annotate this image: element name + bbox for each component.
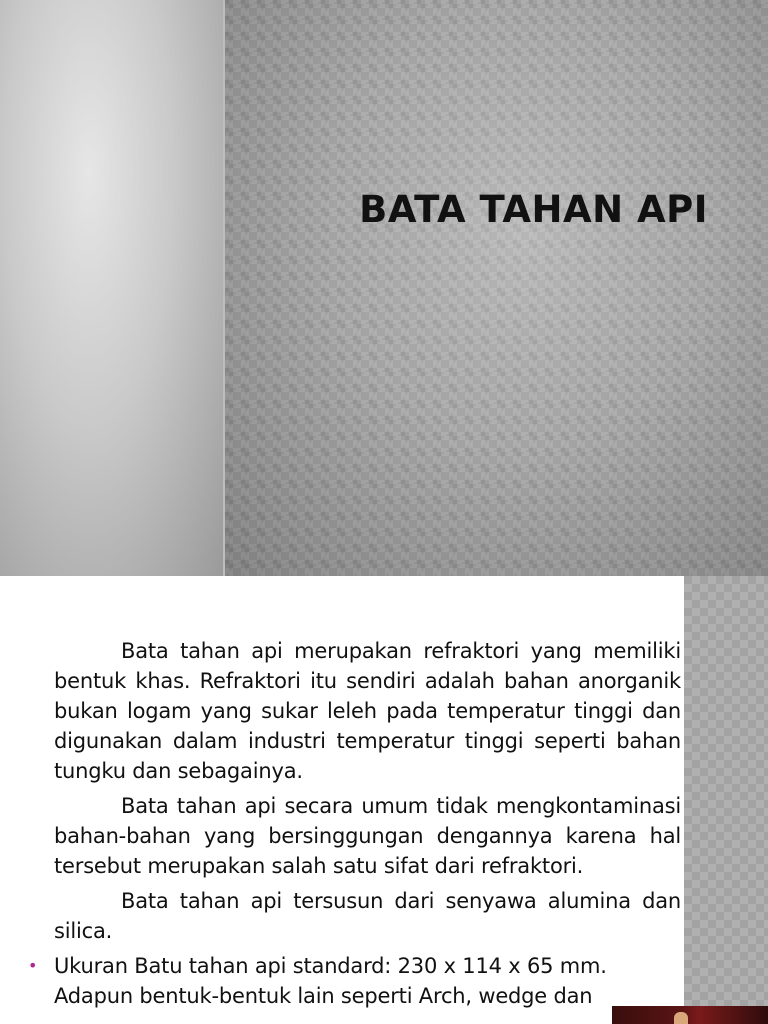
slide-body	[28, 636, 681, 1011]
paragraph-3: Bata tahan api tersusun dari senyawa alumina dan silica.	[54, 889, 681, 943]
hand-shape	[674, 1012, 688, 1024]
bullet-item	[28, 951, 681, 1011]
paragraph-1: Bata tahan api merupakan refraktori yang memiliki bentuk khas. Refraktori itu sendiri adalah bahan anorganik bukan logam yang sukar leleh pada temperatur tinggi dan digunakan dalam industri temperatur tinggi seperti bahan tungku dan sebagainya.	[54, 639, 681, 783]
paragraph-2: Bata tahan api secara umum tidak mengkontaminasi bahan-bahan yang bersinggungan dengannya karena hal tersebut merupakan salah satu sifat dari refraktori.	[54, 794, 681, 878]
slide-title: BATA TAHAN API	[359, 188, 708, 231]
title-slide-patterned-panel	[225, 0, 768, 576]
title-slide-left-panel	[0, 0, 223, 576]
bullet-point-icon: •	[28, 956, 38, 975]
bullet-text: Ukuran Batu tahan api standard: 230 x 114 x 65 mm. Adapun bentuk-bentuk lain seperti Arch, wedge dan	[54, 954, 607, 1008]
content-slide-patterned-sidebar	[684, 576, 768, 1024]
content-slide	[0, 576, 768, 1024]
